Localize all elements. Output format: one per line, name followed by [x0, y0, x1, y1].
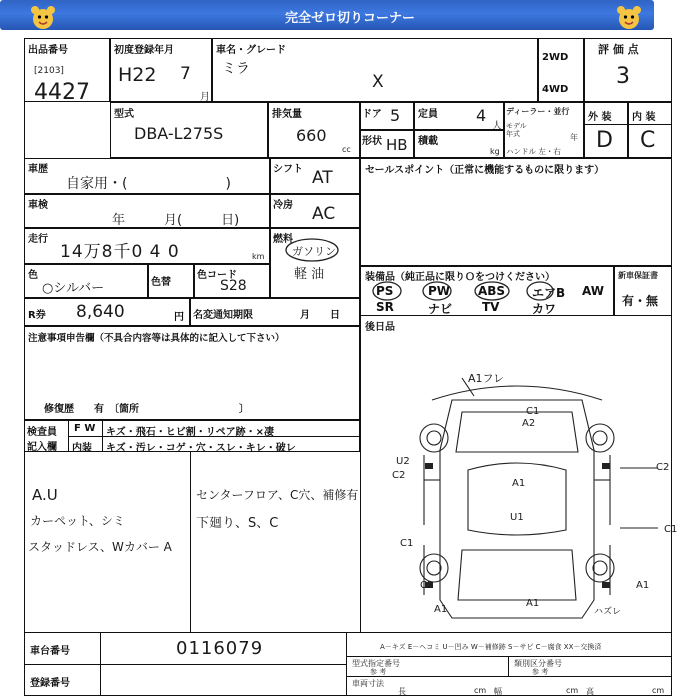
- equipment-circles: [360, 266, 614, 316]
- lot-number: 4427: [34, 80, 90, 105]
- inspector-fw-val: キズ・飛石・ヒビ割・リペア跡・×凄: [106, 427, 274, 438]
- fuel-diesel: 軽 油: [294, 267, 325, 282]
- equipment-tv: TV: [482, 300, 500, 314]
- legend-text: A－キズ E－ヘコミ U－凹み W－補修跡 S－サビ C－腐食 XX－交換済: [380, 643, 602, 651]
- equipment-airbag: エアB: [532, 286, 566, 300]
- doors-label: ドア: [362, 109, 382, 120]
- aircon-label: 冷房: [273, 200, 293, 211]
- inspector-label-1: 検査員: [27, 427, 57, 438]
- capacity-value: 4: [476, 106, 487, 125]
- color-label: 色: [28, 270, 38, 281]
- exterior-label: 外 装: [588, 112, 612, 123]
- bear-mascot-icon: [30, 5, 56, 31]
- mark-a1-front: A1フレ: [468, 372, 505, 385]
- first-reg-label: 初度登録年月: [114, 45, 174, 56]
- note-left-2: カーペット、シミ: [30, 514, 125, 528]
- inspection-value: 年 月( 日): [112, 213, 240, 228]
- footer-model-cert: 型式指定番号: [352, 659, 400, 668]
- load-label: 積載: [418, 136, 438, 147]
- mark-a1-rear-center: A1: [526, 598, 540, 609]
- model-name: ミラ: [222, 61, 250, 77]
- footer-length: 長: [398, 687, 406, 696]
- dealer-model-year: モデル 年式: [506, 122, 527, 138]
- color-value: ○シルバー: [42, 281, 105, 296]
- inspector-label-2: 記入欄: [27, 442, 57, 453]
- interior-label: 内 装: [632, 112, 656, 123]
- registration-label: 登録番号: [30, 678, 70, 689]
- recycle-label: R券: [28, 310, 46, 321]
- dealer-handle: ハンドル 左・右: [506, 147, 561, 156]
- history-value: 自家用・( ): [66, 176, 231, 192]
- model-label: 車名・グレード: [216, 45, 286, 56]
- footer-ref2: 参 考: [532, 668, 549, 676]
- chassis-label: 車台番号: [30, 646, 70, 657]
- displacement-unit: cc: [342, 145, 351, 154]
- inspector-fw-key: F W: [74, 423, 96, 434]
- lot-label: 出品番号: [28, 45, 68, 56]
- footer-class-num: 類別区分番号: [514, 659, 562, 668]
- color-code-label: 色コード: [197, 270, 237, 281]
- load-unit: kg: [490, 147, 500, 156]
- lot-sub: [2103]: [34, 66, 64, 76]
- doors-value: 5: [390, 106, 401, 125]
- footer-ref1: 参 考: [370, 668, 387, 676]
- rear-label: 後日品: [365, 322, 395, 333]
- mark-c2-rear: C2: [420, 580, 434, 591]
- notes-label: 注意事項申告欄（不具合内容等は具体的に記入して下さい）: [28, 333, 285, 344]
- equipment-pw: PW: [428, 284, 451, 298]
- selling-points-label: セールスポイント（正常に機能するものに限ります）: [365, 165, 605, 176]
- equipment-ps: PS: [376, 284, 394, 298]
- equipment-leather: カワ: [532, 302, 557, 316]
- recycle-unit: 円: [174, 312, 184, 323]
- history-label: 車歴: [28, 164, 48, 175]
- grade-score-label: 評 価 点: [598, 43, 639, 56]
- mark-u1-center: U1: [510, 512, 524, 523]
- inspector-int-key: 内装: [72, 443, 92, 454]
- mark-hazure: ハズレ: [594, 607, 622, 617]
- mileage-unit: km: [252, 252, 265, 261]
- model-grade: X: [372, 72, 384, 92]
- mileage-value: 14万8千0 4 0: [60, 242, 180, 262]
- type-value: DBA-L275S: [134, 124, 224, 143]
- interior-value: C: [640, 128, 656, 153]
- mark-center-a1: A1: [512, 478, 526, 489]
- name-change-value: 月 日: [300, 310, 340, 321]
- equipment-label: 装備品（純正品に限りＯをつけください）: [365, 272, 555, 283]
- mark-c1-left: C1: [400, 538, 414, 549]
- warranty-value: 有・無: [622, 294, 659, 308]
- name-change-label: 名変通知期限: [193, 310, 253, 321]
- footer-dims: 車両寸法: [352, 679, 384, 688]
- mileage-label: 走行: [28, 234, 48, 245]
- fuel-gas-circle: [282, 236, 342, 266]
- shift-value: AT: [312, 168, 333, 188]
- grade-score-value: 3: [616, 64, 630, 89]
- fuel-label: 燃料: [273, 234, 293, 245]
- shift-label: シフト: [273, 164, 303, 175]
- mark-a1-rear-right: A1: [636, 580, 650, 591]
- first-reg-year: H22: [118, 64, 157, 86]
- bear-mascot-icon: [616, 5, 642, 31]
- repair-history: 修復歴 有 〔箇所 〕: [44, 404, 249, 415]
- equipment-abs: ABS: [478, 284, 506, 298]
- footer-cm-3: cm: [652, 686, 665, 695]
- warranty-label: 新車保証書: [618, 271, 658, 280]
- equipment-navi: ナビ: [428, 302, 453, 316]
- displacement-value: 660: [296, 126, 327, 145]
- footer-height: 高: [586, 687, 594, 696]
- car-damage-diagram: [362, 360, 672, 630]
- capacity-label: 定員: [418, 109, 438, 120]
- dealer-year-unit: 年: [570, 133, 578, 142]
- aircon-value: AC: [312, 204, 336, 224]
- type-label: 型式: [114, 109, 134, 120]
- chassis-value: 0116079: [176, 638, 264, 659]
- inspector-int-val: キズ・汚レ・コゲ・穴・スレ・キレ・破レ: [106, 443, 296, 454]
- footer-width: 幅: [494, 687, 502, 696]
- footer-cm-1: cm: [474, 686, 487, 695]
- mark-c2-right: C2: [656, 462, 670, 473]
- footer-cm-2: cm: [566, 686, 579, 695]
- equipment-aw: AW: [582, 284, 604, 298]
- mark-c1-top: C1: [526, 406, 540, 417]
- mark-c1-right: C1: [664, 524, 678, 535]
- displacement-label: 排気量: [272, 109, 302, 120]
- exterior-value: D: [596, 128, 613, 153]
- mark-a2: A2: [522, 418, 536, 429]
- mark-a1-rear-left: A1: [434, 604, 448, 615]
- recycle-value: 8,640: [76, 302, 125, 322]
- note-left-1: A.U: [32, 486, 58, 504]
- mark-u2: U2: [396, 456, 410, 467]
- first-reg-month: 7: [180, 64, 191, 84]
- header-bar: [0, 0, 654, 30]
- note-right-1: センターフロア、C穴、補修有: [196, 488, 359, 502]
- note-left-3: スタッドレス、Wカバー A: [28, 540, 172, 554]
- dealer-label: ディーラー・並行: [506, 107, 570, 116]
- capacity-unit: 人: [492, 121, 502, 132]
- inspection-label: 車検: [28, 200, 48, 211]
- note-right-2: 下廻り、S、C: [196, 516, 279, 531]
- color-change-label: 色替: [151, 277, 171, 288]
- fuel-gas: ガソリン: [292, 245, 336, 258]
- drive-2wd: 2WD: [542, 52, 569, 63]
- equipment-sr: SR: [376, 300, 394, 314]
- page-title: 完全ゼロ切りコーナー: [284, 11, 415, 26]
- mark-c2-left: C2: [392, 470, 406, 481]
- shape-value: HB: [386, 136, 408, 154]
- first-reg-month-unit: 月: [200, 92, 210, 103]
- color-code-value: S28: [220, 278, 247, 294]
- drive-4wd: 4WD: [542, 84, 569, 95]
- shape-label: 形状: [362, 136, 382, 147]
